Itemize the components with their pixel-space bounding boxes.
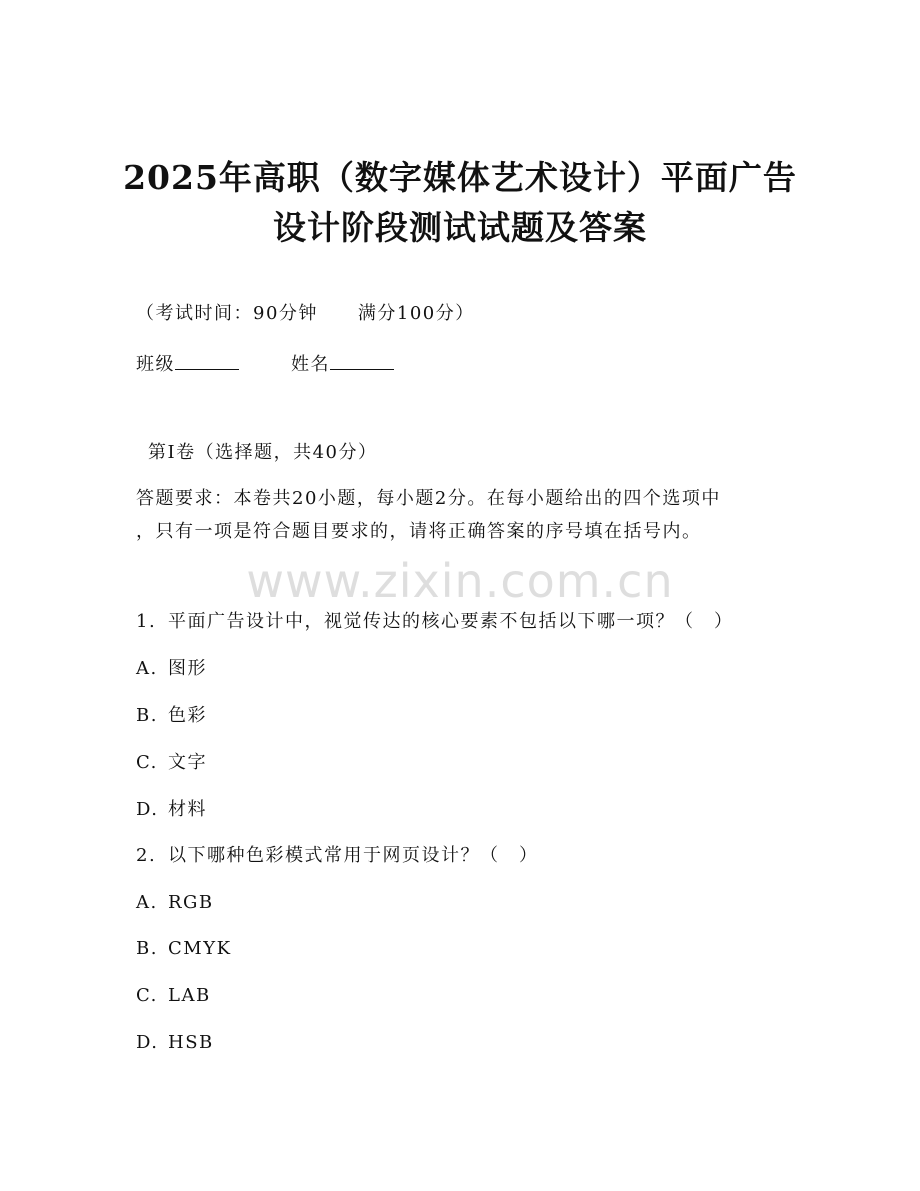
option-1a [136, 657, 207, 681]
option-2a [136, 891, 214, 915]
option-label: B. [136, 938, 158, 959]
document-title-line1: 2025年高职（数字媒体艺术设计）平面广告 [123, 158, 797, 197]
instructions-line2: ，只有一项是符合题目要求的，请将正确答案的序号填在括号内。 [136, 521, 702, 542]
option-label: A. [136, 892, 158, 913]
option-1d [136, 798, 207, 822]
exam-time: （考试时间：90分钟 [136, 303, 318, 324]
option-label: D. [136, 1032, 159, 1053]
option-1c [136, 751, 207, 775]
option-2b [136, 937, 232, 961]
section-title: 第I卷（选择题，共40分） [148, 442, 378, 463]
name-blank [330, 351, 394, 370]
watermark: www.zixin.com.cn [246, 554, 674, 608]
instructions-line1: 答题要求：本卷共20小题，每小题2分。在每小题给出的四个选项中 [136, 488, 721, 509]
option-2d [136, 1031, 214, 1055]
question-1 [136, 610, 734, 634]
full-score: 满分100分） [357, 303, 475, 324]
class-blank [175, 351, 239, 370]
option-text: 文字 [168, 752, 207, 773]
option-text: CMYK [168, 938, 232, 959]
option-text: 材料 [168, 799, 207, 820]
option-text: 色彩 [168, 705, 207, 726]
name-label: 姓名 [291, 354, 330, 375]
option-label: C. [136, 752, 158, 773]
class-label: 班级 [136, 354, 175, 375]
option-label: A. [136, 658, 158, 679]
question-number: 1. [136, 611, 157, 632]
question-2 [136, 844, 539, 868]
option-label: D. [136, 799, 159, 820]
exam-info [136, 302, 475, 326]
question-number: 2. [136, 845, 157, 866]
option-1b [136, 704, 207, 728]
option-text: LAB [168, 985, 211, 1006]
option-2c [136, 984, 211, 1008]
option-label: C. [136, 985, 158, 1006]
option-text: RGB [168, 892, 214, 913]
question-text: 以下哪种色彩模式常用于网页设计？（ ） [168, 845, 539, 866]
option-text: 图形 [168, 658, 207, 679]
student-info [136, 351, 394, 377]
option-label: B. [136, 705, 158, 726]
document-title-line2: 设计阶段测试试题及答案 [273, 208, 647, 247]
question-text: 平面广告设计中，视觉传达的核心要素不包括以下哪一项？（ ） [168, 611, 734, 632]
option-text: HSB [168, 1032, 214, 1053]
